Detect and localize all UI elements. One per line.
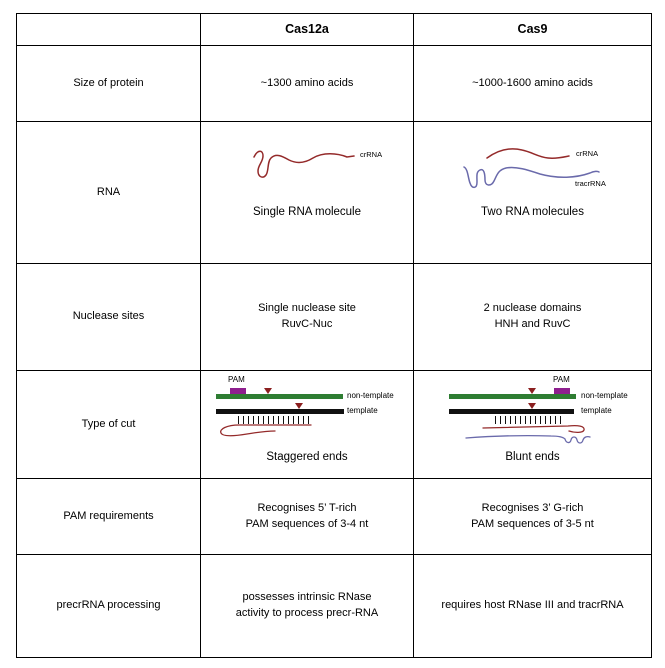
- pam-cas12a-line2: PAM sequences of 3-4 nt: [245, 517, 369, 530]
- header-cas12a: Cas12a: [201, 14, 414, 46]
- cut-site-triangle-icon: [528, 388, 536, 394]
- precrrna-cas12a-line2: activity to process precr-RNA: [235, 607, 379, 619]
- nuclease-cas12a-line1: Single nuclease site: [258, 302, 356, 315]
- precrrna-cas9-value: requires host RNase III and tracrRNA: [441, 599, 624, 612]
- header-blank-cell: [17, 14, 201, 46]
- cut-cas9-cell: [414, 371, 651, 479]
- header-cas9: Cas9: [414, 14, 651, 46]
- cut-site-triangle-icon: [295, 403, 303, 409]
- cut-site-triangle-icon: [264, 388, 272, 394]
- row-label-size-of-protein: Size of protein: [17, 46, 201, 122]
- nuclease-cas9-line2: HNH and RuvC: [494, 318, 571, 330]
- template-label: template: [347, 406, 378, 415]
- rna-cas9-cell: [414, 122, 651, 264]
- pam-label: PAM: [553, 375, 570, 384]
- nuclease-cas12a-line2: RuvC-Nuc: [281, 318, 333, 330]
- cas9-tracrrna-squiggle-icon: [460, 161, 602, 195]
- cut-cas12a-cell: [201, 371, 414, 479]
- non-template-strand-bar: [216, 394, 343, 399]
- precrrna-cas12a-value: [201, 555, 414, 657]
- cut-site-triangle-icon: [528, 403, 536, 409]
- crrna-label: crRNA: [576, 149, 599, 158]
- precrrna-cas12a-line1: possesses intrinsic RNase: [242, 591, 372, 604]
- template-strand-bar: [449, 409, 574, 414]
- nuclease-cas9-line1: 2 nuclease domains: [483, 302, 582, 315]
- pam-cas9-line2: PAM sequences of 3-5 nt: [471, 517, 594, 530]
- pam-cas12a-value: [201, 479, 414, 555]
- row-label-type-of-cut: Type of cut: [17, 371, 201, 479]
- cas12a-crrna-squiggle-icon: [251, 144, 356, 182]
- comparison-table: [16, 13, 652, 658]
- pam-cas12a-line1: Recognises 5’ T-rich: [257, 501, 357, 514]
- size-cas12a-value: ~1300 amino acids: [201, 46, 414, 122]
- crrna-label: crRNA: [360, 150, 383, 159]
- cas12a-crrna-tail-icon: [217, 423, 313, 439]
- row-label-precrrna-processing: precrRNA processing: [17, 555, 201, 657]
- nuclease-cas12a-value: [201, 264, 414, 371]
- template-strand-bar: [216, 409, 344, 414]
- tracrrna-label: tracrRNA: [575, 179, 606, 188]
- size-cas9-value: ~1000-1600 amino acids: [414, 46, 651, 122]
- cut-cas9-caption: Blunt ends: [505, 451, 560, 463]
- cas9-tracrrna-tail-icon: [463, 428, 593, 448]
- pam-cas9-line1: Recognises 3’ G-rich: [481, 501, 584, 514]
- row-label-nuclease-sites: Nuclease sites: [17, 264, 201, 371]
- rna-cas9-caption: Two RNA molecules: [481, 206, 584, 218]
- non-template-label: non-template: [581, 391, 628, 400]
- pam-cas9-value: [414, 479, 651, 555]
- rna-cas12a-caption: Single RNA molecule: [252, 206, 362, 218]
- pam-label: PAM: [228, 375, 245, 384]
- row-label-rna: RNA: [17, 122, 201, 264]
- nuclease-cas9-value: [414, 264, 651, 371]
- rna-cas12a-cell: [201, 122, 414, 264]
- template-label: template: [581, 406, 612, 415]
- cut-cas12a-caption: Staggered ends: [266, 451, 348, 463]
- non-template-strand-bar: [449, 394, 576, 399]
- non-template-label: non-template: [347, 391, 394, 400]
- row-label-pam-requirements: PAM requirements: [17, 479, 201, 555]
